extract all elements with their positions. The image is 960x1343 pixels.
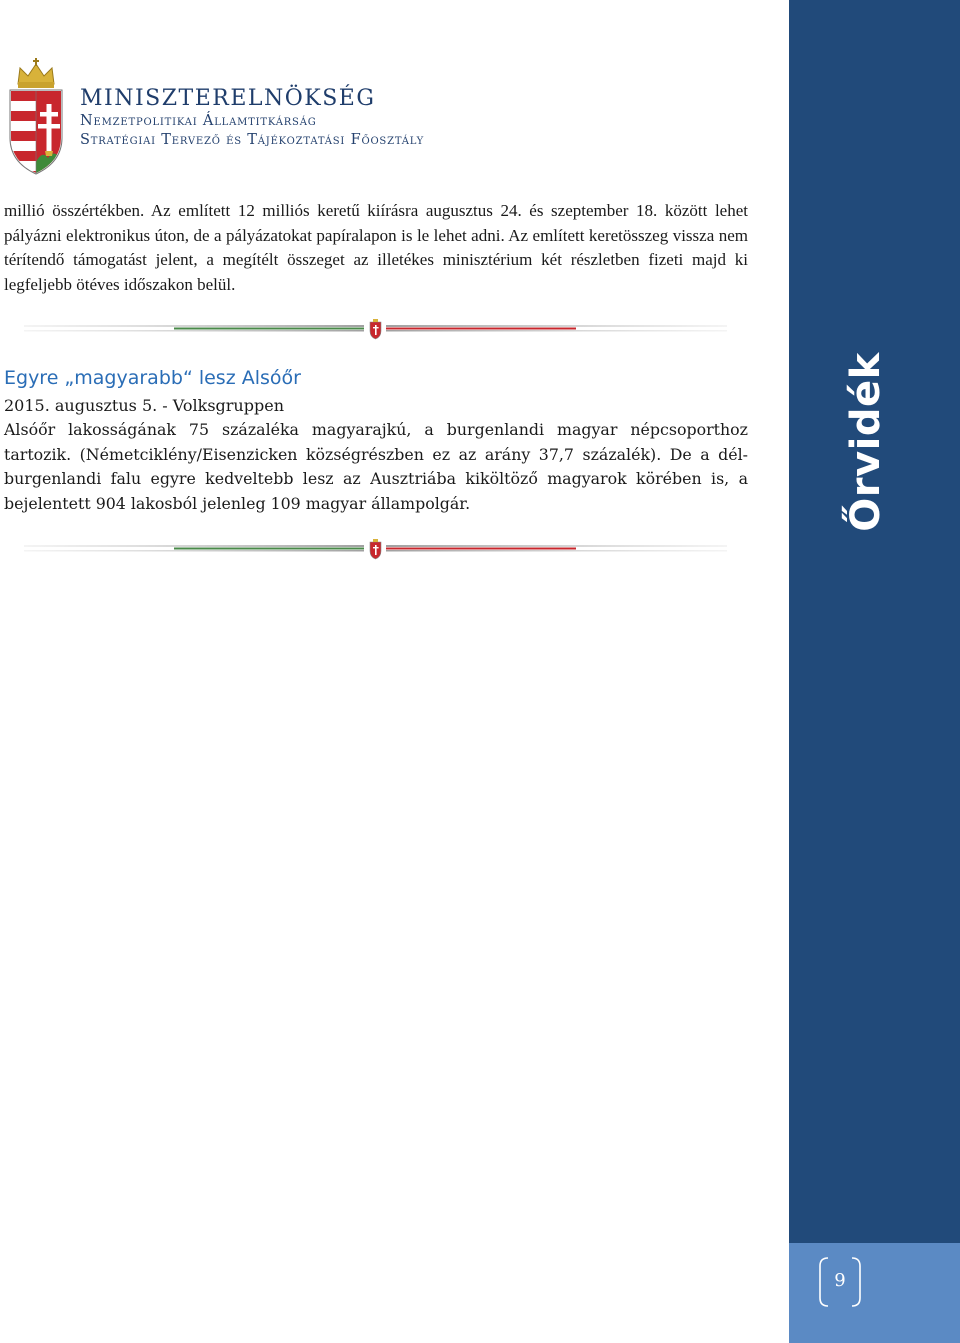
article-headline: Egyre „magyarabb“ lesz Alsóőr [4,367,301,389]
ministry-subtitle-2: Stratégiai Tervező és Tájékoztatási Főosztály [80,132,424,148]
section-label: Őrvidék [843,352,889,532]
article-dateline: 2015. augusztus 5. - Volksgruppen [4,396,284,415]
article-continuation-text: millió összértékben. Az említett 12 milliós keretű kiírásra augusztus 24. és szeptember 18. között lehet pályázni elektronikus úton, de a pályázatokat papíralapon is le lehet adni. Az említett keretösszeg vissza nem térítendő támogatást jelent, a megítélt összeget az illetékes minisztérium két részletben fizeti majd ki legfeljebb ötéves időszakon belül. [4,201,748,294]
section-divider [24,536,727,562]
sidebar-footer [789,1243,960,1343]
ministry-name: MINISZTERELNÖKSÉG [80,86,376,111]
section-divider [24,316,727,342]
ministry-subtitle-1: Nemzetpolitikai Államtitkárság [80,113,317,129]
page-number-box [818,1256,862,1308]
page-number: 9 [834,1270,846,1291]
ministry-header [80,86,424,150]
coat-of-arms-logo [6,58,66,176]
sidebar [789,0,960,1343]
article-body: Alsóőr lakosságának 75 százaléka magyarajkú, a burgenlandi magyar népcsoporthoz tartozik. (Németciklény/Eisenzicken községrészben ez az arány 37,7 százalék). De a dél-burgenlandi falu egyre kedveltebb lesz az Ausztriába kiköltöző magyarok körében is, a bejelentett 904 lakosból jelenleg 109 magyar állampolgár. [4,420,748,513]
